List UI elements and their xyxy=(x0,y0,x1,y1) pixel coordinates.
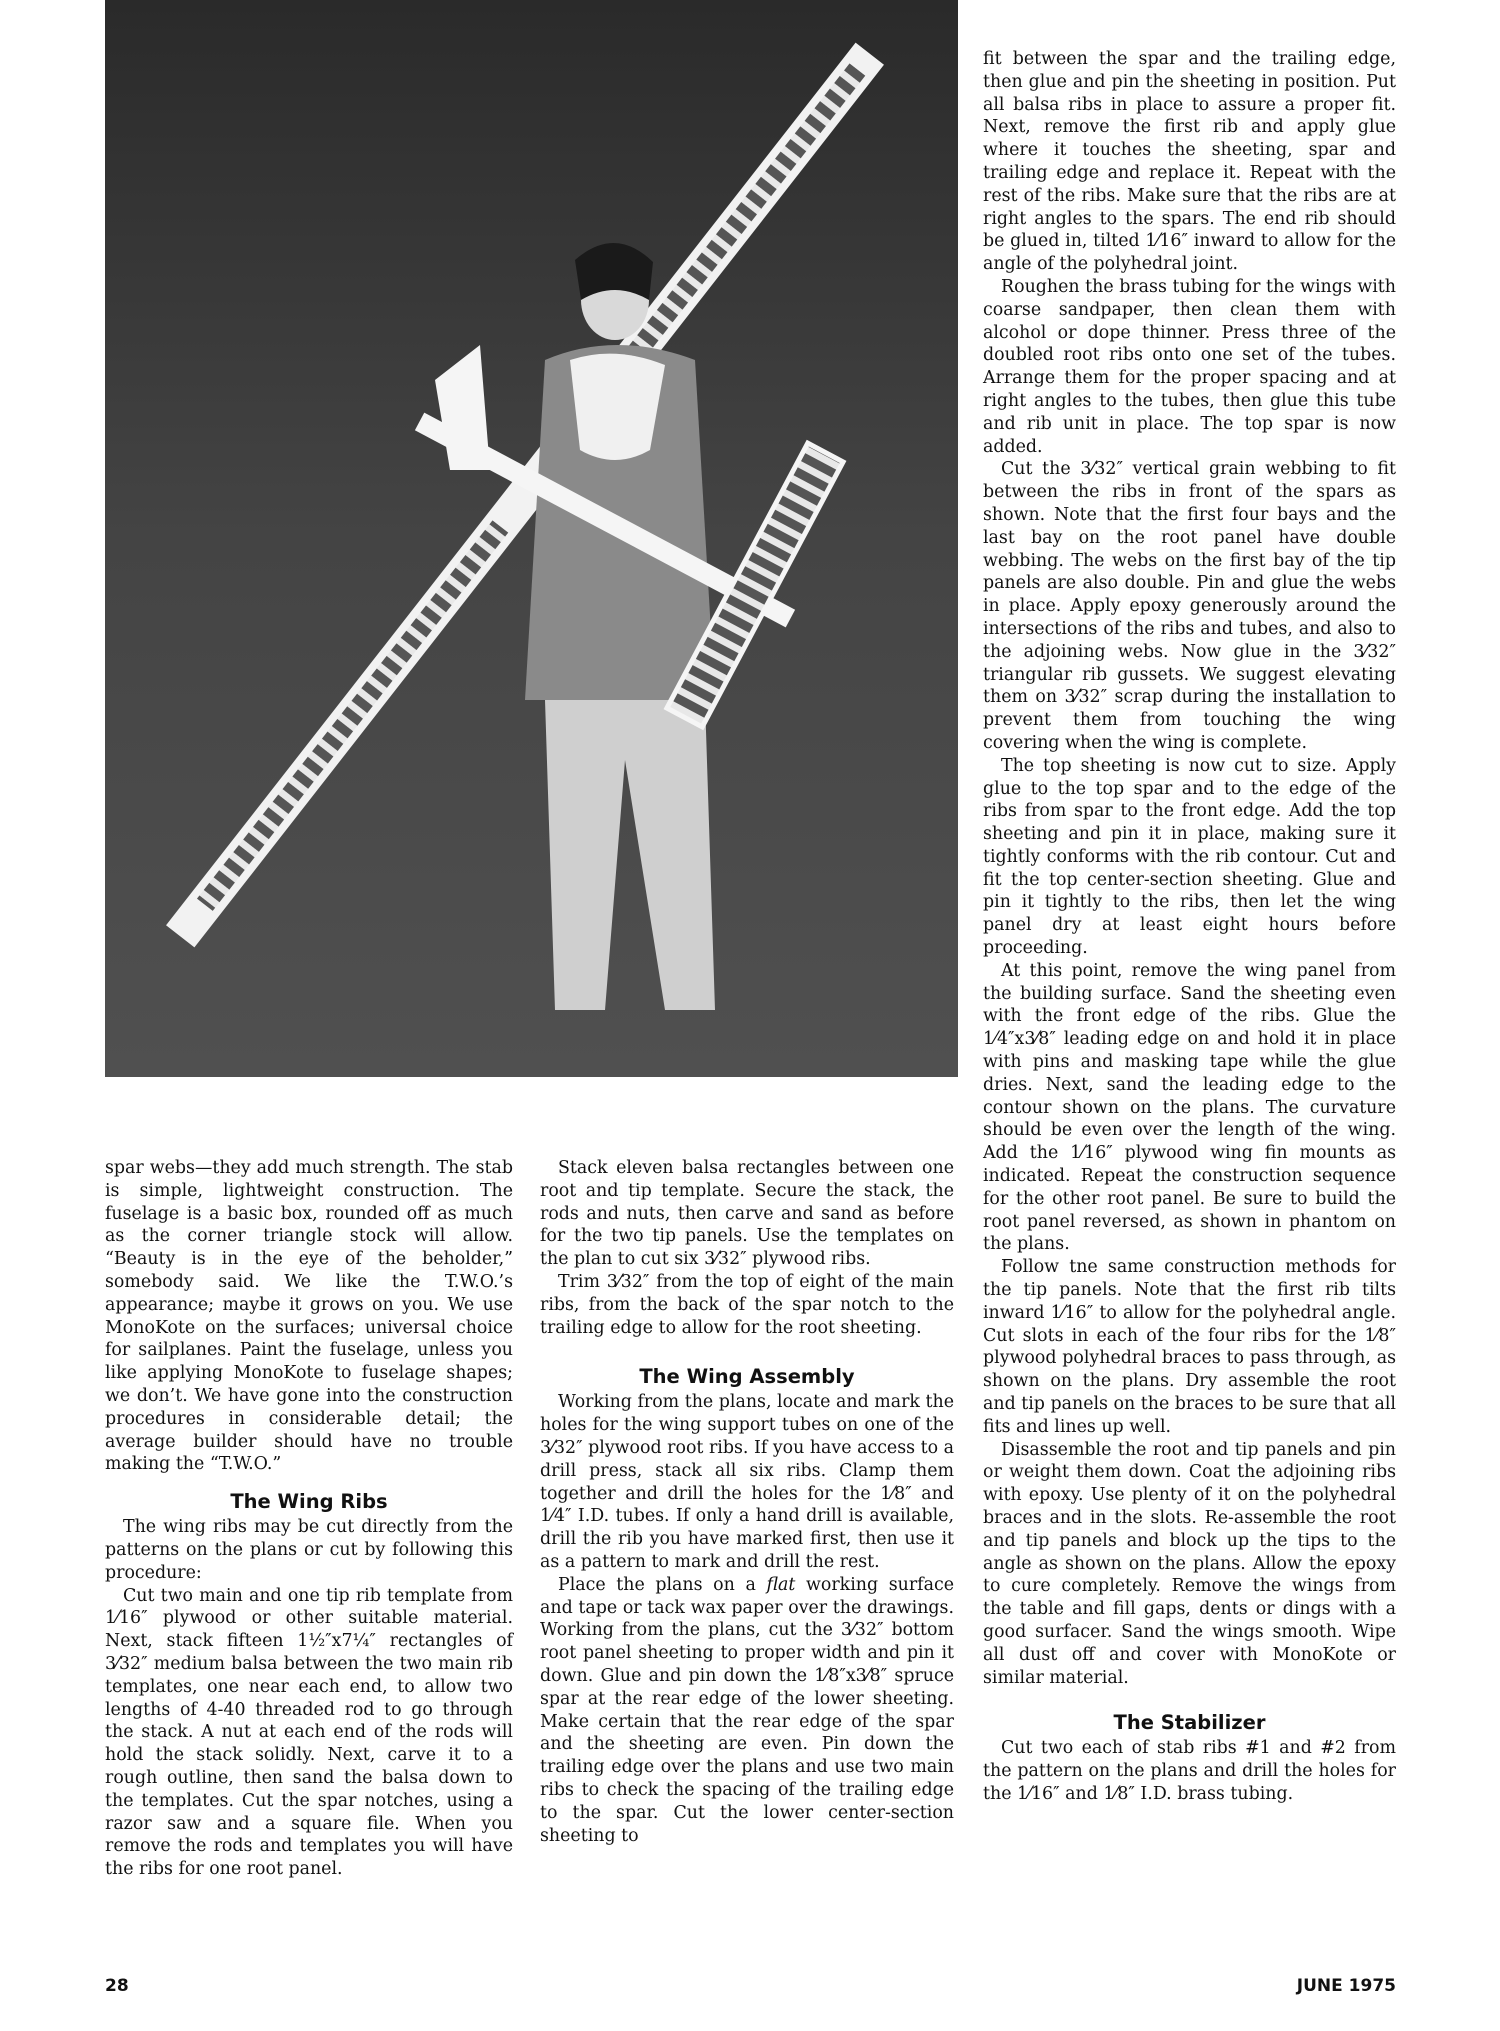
issue-date: JUNE 1975 xyxy=(1296,1976,1396,1996)
emphasis-flat: flat xyxy=(766,1574,796,1595)
paragraph: At this point, remove the wing panel from the building surface. Sand the sheeting even with the front edge of the ribs. Glue the 1⁄4″x3⁄8″ leading edge on and hold it in place with pins and masking tape while the glue dries. Next, sand the leading edge to the contour shown on the plans. The curvature should be even over the length of the wing. Add the 1⁄16″ plywood wing fin mounts as indicated. Repeat the construction sequence for the other root panel. Be sure to build the root panel reversed, as shown in phantom on the plans. xyxy=(983,960,1396,1255)
paragraph: Roughen the brass tubing for the wings with coarse sandpaper, then clean them with alcohol or dope thinner. Press three of the doubled root ribs onto one set of the tubes. Arrange them for the proper spacing and at right angles to the tubes, then glue this tube and rib unit in place. The top spar is now added. xyxy=(983,276,1396,457)
section-heading-stabilizer: The Stabilizer xyxy=(1113,1711,1266,1735)
page-number: 28 xyxy=(105,1976,129,1996)
paragraph: Working from the plans, locate and mark the holes for the wing support tubes on one of the 3⁄32″ plywood root ribs. If you have access to a drill press, stack all six ribs. Clamp them together and drill the holes for the 1⁄8″ and 1⁄4″ I.D. tubes. If only a hand drill is available, drill the rib you have marked first, then use it as a pattern to mark and drill the rest. xyxy=(540,1392,954,1572)
paragraph: Cut two each of stab ribs #1 and #2 from the pattern on the plans and drill the holes for the 1⁄16″ and 1⁄8″ I.D. brass tubing. xyxy=(983,1738,1396,1804)
paragraph: The wing ribs may be cut directly from the patterns on the plans or cut by following this procedure: xyxy=(105,1517,513,1583)
paragraph: Cut two main and one tip rib template from 1⁄16″ plywood or other suitable material. Next, stack fifteen 1½″x7¼″ rectangles of 3⁄32″ medium balsa between the two main rib templates, one near each end, to allow two lengths of 4-40 threaded rod to go through the stack. A nut at each end of the rods will hold the stack solidly. Next, carve it to a rough outline, then sand the balsa down to the templates. Cut the spar notches, using a razor saw and a square file. When you remove the rods and templates you will have the ribs for one root panel. xyxy=(105,1585,513,1880)
column-3 xyxy=(983,48,1396,1806)
paragraph: Stack eleven balsa rectangles between one root and tip template. Secure the stack, the rods and nuts, then carve and sand as before for the two tip panels. Use the templates on the plan to cut six 3⁄32″ plywood ribs. xyxy=(540,1158,954,1270)
section-heading-wing-ribs: The Wing Ribs xyxy=(230,1490,388,1514)
section-heading-wing-assembly: The Wing Assembly xyxy=(639,1365,855,1389)
paragraph: Cut the 3⁄32″ vertical grain webbing to fit between the ribs in front of the spars as shown. Note that the first four bays and the last bay on the root panel have double webbing. The webs on the first bay of the tip panels are also double. Pin and glue the webs in place. Apply epoxy generously around the intersections of the ribs and tubes, and also to the adjoining webs. Now glue in the 3⁄32″ triangular rib gussets. We suggest elevating them on 3⁄32″ scrap during the installation to prevent them from touching the wing covering when the wing is complete. xyxy=(983,459,1396,753)
paragraph: Follow tne same construction methods for the tip panels. Note that the first rib tilts inward 1⁄16″ to allow for the polyhedral angle. Cut slots in each of the four ribs for the 1⁄8″ plywood polyhedral braces to pass through, as shown on the plans. Dry assemble the root and tip panels on the braces to be sure that all fits and lines up well. xyxy=(983,1257,1396,1437)
text-run: working surface and tape or tack wax paper over the drawings. Working from the plans, cut the 3⁄32″ bottom root panel sheeting to proper width and pin it down. Glue and pin down the 1⁄8″x3⁄8″ spruce spar at the rear edge of the lower sheeting. Make certain that the rear edge of the spar and the sheeting are even. Pin down the trailing edge over the plans and use two main ribs to check the spacing of the trailing edge to the spar. Cut the lower center-section sheeting to xyxy=(540,1574,955,1846)
paragraph: spar webs—they add much strength. The stab is simple, lightweight construction. The fuselage is a basic box, rounded off as much as the corner triangle stock will allow. “Beauty is in the eye of the beholder,” somebody said. We like the T.W.O.’s appearance; maybe it grows on you. We use MonoKote on the surfaces; universal choice for sailplanes. Paint the fuselage, unless you like applying MonoKote to fuselage shapes; we don’t. We have gone into the construction procedures in considerable detail; the average builder should have no trouble making the “T.W.O.” xyxy=(105,1158,513,1475)
glider-photo xyxy=(105,0,958,1077)
text-run: Place the plans on a xyxy=(558,1574,767,1595)
column-1 xyxy=(105,1157,513,1881)
paragraph: Trim 3⁄32″ from the top of eight of the main ribs, from the back of the spar notch to the trailing edge to allow for the root sheeting. xyxy=(540,1271,954,1338)
paragraph: Disassemble the root and tip panels and pin or weight them down. Coat the adjoining ribs with epoxy. Use plenty of it on the polyhedral braces and in the slots. Re-assemble the root and tip panels and block up the tips to the angle as shown on the plans. Allow the epoxy to cure completely. Remove the wings from the table and fill gaps, dents or dings with a good surfacer. Sand the wings smooth. Wipe all dust off and cover with MonoKote or similar material. xyxy=(983,1439,1396,1688)
paragraph: fit between the spar and the trailing edge, then glue and pin the sheeting in position. Put all balsa ribs in place to assure a proper fit. Next, remove the first rib and apply glue where it touches the sheeting, spar and trailing edge and replace it. Repeat with the rest of the ribs. Make sure that the ribs are at right angles to the spars. The end rib should be glued in, tilted 1⁄16″ inward to allow for the angle of the polyhedral joint. xyxy=(983,49,1396,275)
paragraph xyxy=(540,1574,954,1848)
column-2 xyxy=(540,1157,954,1847)
glider-photo-icon xyxy=(105,0,958,1077)
paragraph: The top sheeting is now cut to size. Apply glue to the top spar and to the edge of the ribs from spar to the front edge. Add the top sheeting and pin it in place, making sure it tightly conforms with the rib contour. Cut and fit the top center-section sheeting. Glue and pin it tightly to the ribs, then let the wing panel dry at least eight hours before proceeding. xyxy=(983,755,1396,959)
